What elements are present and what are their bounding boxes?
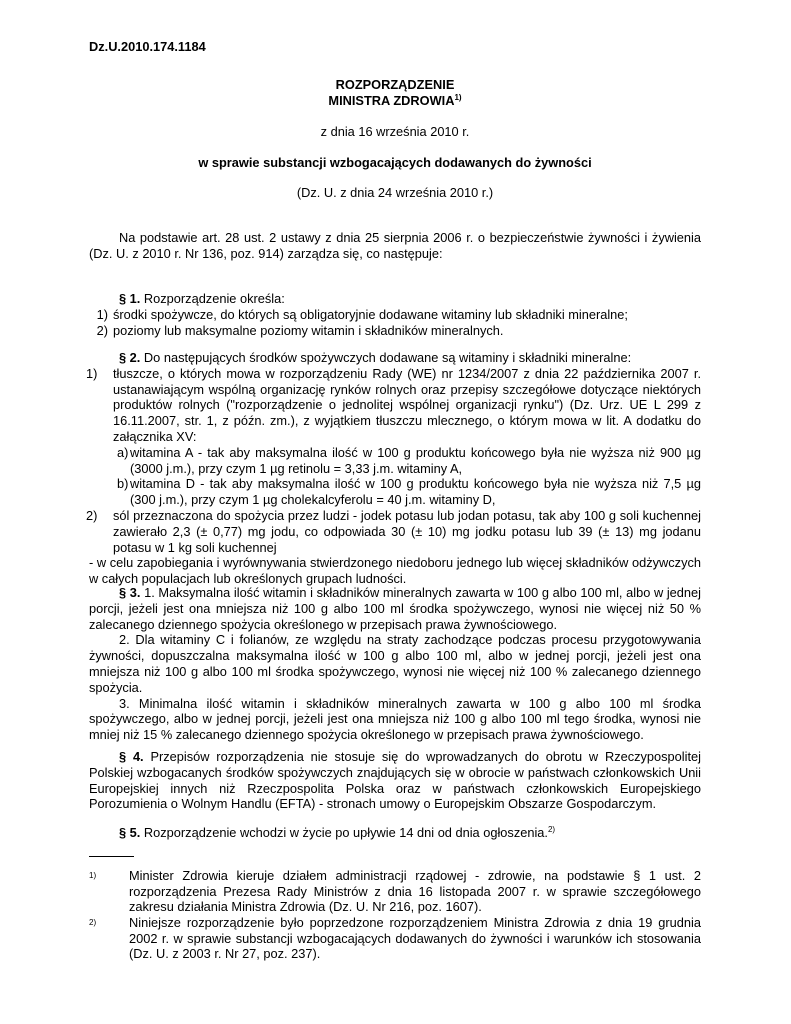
section-3-mark: § 3. (119, 585, 141, 600)
section-4 (89, 749, 701, 812)
list-item-number: 2) (86, 507, 98, 523)
publication-info: (Dz. U. z dnia 24 września 2010 r.) (296, 185, 494, 200)
list-item-number: 1) (96, 306, 108, 322)
section-1-text: Rozporządzenie określa: (143, 291, 285, 306)
section-1-intro (89, 291, 701, 307)
section-3 (89, 585, 701, 743)
footnote-divider (89, 856, 134, 857)
preamble: Na podstawie art. 28 ust. 2 ustawy z dnia 25 sierpnia 2006 r. o bezpieczeństwie żywności i żywienia (Dz. U. z 2010 r. Nr 136, poz. 914) zarządza się, co następuje: (89, 230, 701, 261)
subject-title: w sprawie substancji wzbogacających dodawanych do żywności (198, 155, 592, 170)
sub-item-text: witamina A - tak aby maksymalna ilość w 100 g produktu końcowego była nie wyższa niż 900 µg (3000 j.m.), przy czym 1 µg retinolu = 3,33 j.m. witaminy A, (130, 444, 701, 476)
list-item-number: 1) (86, 365, 98, 381)
footnote-number: 2) (89, 918, 97, 927)
footnote-ref-2[interactable]: 2) (547, 825, 556, 834)
section-3-p1-text: 1. Maksymalna ilość witamin i składników mineralnych zawarta w 100 g albo 100 ml, albo w jednej porcji, jeżeli jest ona mniejsza niż 100 g albo 100 ml środka spożywczego, wynosi nie więcej niż 50 % zalecanego dziennego spożycia określonego w przepisach prawa żywnościowego. (89, 585, 701, 632)
list-item-text: tłuszcze, o których mowa w rozporządzeniu Rady (WE) nr 1234/2007 z dnia 22 października 2007 r. ustanawiającym wspólną organizację rynków rolnych oraz przepisy szczegółowe dotyczące niektórych produktów rolnych ("rozporządzenie o jednolitej wspólnej organizacji rynku") (Dz. Urz. UE L 299 z 16.11.2007, str. 1, z późn. zm.), z wyjątkiem tłuszczu mlecznego, o którym mowa w lit. A dodatku do załącznika XV: (113, 365, 701, 444)
section-2 (86, 350, 701, 587)
footnote-ref-1[interactable]: 1) (454, 93, 462, 102)
footnote-number: 1) (89, 871, 97, 880)
list-item-text: sól przeznaczona do spożycia przez ludzi - jodek potasu lub jodan potasu, tak aby 100 g soli kuchennej zawierało 2,3 (± 0,77) mg jodu, co odpowiada 30 (± 10) mg jodku potasu lub 39 (± 13) mg jodanu potasu w 1 kg soli kuchennej (113, 507, 701, 555)
list-item (86, 365, 701, 445)
footnote-text: Minister Zdrowia kieruje działem administracji rządowej - zdrowie, na podstawie § 1 ust. 2 rozporządzenia Prezesa Rady Ministrów z dnia 16 listopada 2007 r. w sprawie szczegółowego zakresu działania Ministra Zdrowia (Dz. U. Nr 216, poz. 1607). (129, 868, 701, 915)
section-2-mark: § 2. (119, 350, 141, 365)
list-item-number: 2) (96, 322, 108, 338)
list-item (86, 507, 701, 555)
section-2-text: Do następujących środków spożywczych dodawane są witaminy i składniki mineralne: (143, 350, 632, 365)
section-3-paragraph-3: 3. Minimalna ilość witamin i składników mineralnych zawarta w 100 g albo 100 ml środka spożywczego, albo w jednej porcji, jeżeli jest ona mniejsza niż 100 g albo 100 ml tego środka, wynosi nie mniej niż 15 % zalecanego dziennego spożycia określonego w przepisach prawa żywnościowego. (89, 695, 701, 743)
footnote-2 (89, 915, 701, 962)
sub-item-letter: b) (117, 476, 129, 492)
section-2-intro (89, 350, 701, 366)
section-3-paragraph-1 (89, 585, 701, 632)
section-4-mark: § 4. (119, 749, 144, 764)
section-5 (89, 825, 701, 841)
document-id: Dz.U.2010.174.1184 (89, 39, 206, 54)
list-item (89, 323, 701, 339)
issue-date: z dnia 16 września 2010 r. (320, 124, 470, 139)
section-1-mark: § 1. (119, 291, 141, 306)
title-line-2 (89, 93, 701, 108)
list-item-text: środki spożywcze, do których są obligatoryjnie dodawane witaminy lub składniki mineralne; (113, 306, 628, 322)
section-5-mark: § 5. (119, 825, 141, 840)
section-1 (89, 291, 701, 338)
section-5-text: Rozporządzenie wchodzi w życie po upływie 14 dni od dnia ogłoszenia. (143, 825, 548, 840)
sub-item-b (89, 476, 701, 508)
footnote-1 (89, 868, 701, 915)
sub-item-letter: a) (117, 444, 129, 460)
section-4-text: Przepisów rozporządzenia nie stosuje się do wprowadzanych do obrotu w Rzeczypospolitej Polskiej wzbogacanych środków spożywczych znajdujących się w obrocie w państwach członkowskich Unii Europejskiej innych niż Rzeczpospolita Polska oraz w państwach członkowskich Europejskiego Porozumienia o Wolnym Handlu (EFTA) - stronach umowy o Europejskim Obszarze Gospodarczym. (89, 749, 701, 812)
list-item (89, 307, 701, 323)
section-2-closing: - w celu zapobiegania i wyrównywania stwierdzonego niedoboru jednego lub więcej składników odżywczych w całych populacjach lub określonych grupach ludności. (89, 555, 701, 587)
sub-item-text: witamina D - tak aby maksymalna ilość w 100 g produktu końcowego była nie wyższa niż 7,5 µg (300 j.m.), przy czym 1 µg cholekalcyferolu = 40 j.m. witaminy D, (130, 476, 701, 508)
sub-item-a (89, 445, 701, 477)
section-3-paragraph-2: 2. Dla witaminy C i folianów, ze względu na straty zachodzące podczas procesu przygotowywania żywności, dopuszczalna maksymalna ilość w 100 g albo 100 ml, albo w jednej porcji, jeżeli jest ona mniejsza niż 100 g albo 100 ml środka spożywczego, wynosi nie więcej niż 100 % zalecanego dziennego spożycia. (89, 632, 701, 695)
footnote-text: Niniejsze rozporządzenie było poprzedzone rozporządzeniem Ministra Zdrowia z dnia 19 grudnia 2002 r. w sprawie substancji wzbogacających dodawanych do żywności i warunków ich stosowania (Dz. U. z 2003 r. Nr 27, poz. 237). (129, 915, 701, 962)
title-line-1: ROZPORZĄDZENIE (335, 77, 455, 92)
title-line-2-text: MINISTRA ZDROWIA (328, 93, 455, 108)
list-item-text: poziomy lub maksymalne poziomy witamin i składników mineralnych. (113, 322, 504, 338)
